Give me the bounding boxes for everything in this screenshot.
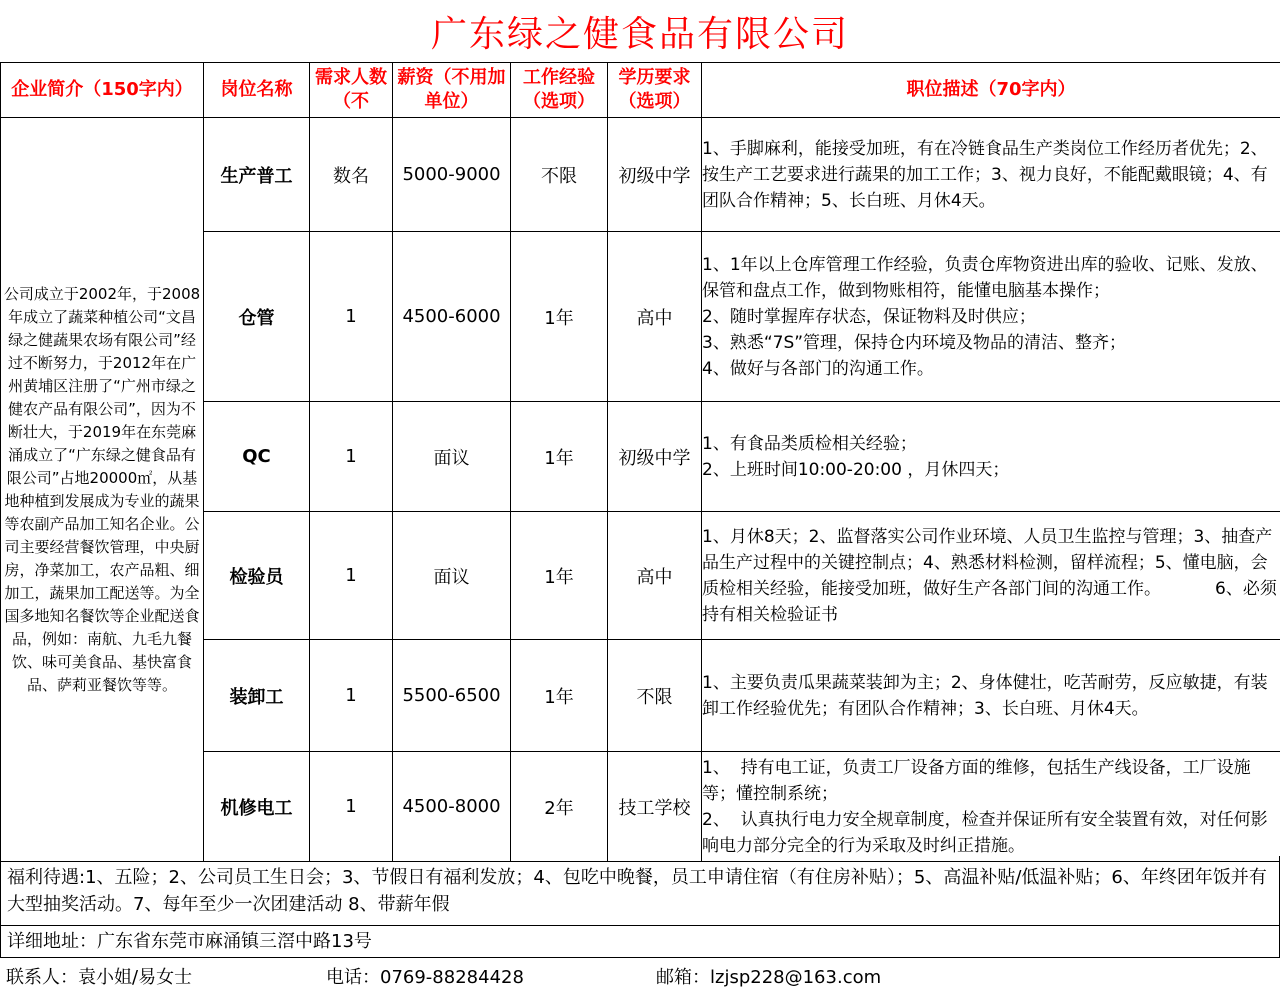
header-experience: 工作经验（选项） <box>511 63 608 118</box>
count-cell: 1 <box>310 232 393 402</box>
company-intro: 公司成立于2002年，于2008年成立了蔬菜种植公司“文昌绿之健蔬果农场有限公司”经过不断努力，于2012年在广州黄埔区注册了“广州市绿之健农产品有限公司”，因为不断壮大，于2019年在东莞麻涌成立了“广东绿之健食品有限公司”占地20000㎡，从基地种植到发展成为专业的蔬果等农副产品加工知名企业。公司主要经营餐饮管理，中央厨房，净菜加工，农产品粗、细加工，蔬果加工配送等。为全国多地知名餐饮等企业配送食品，例如：南航、九毛九餐饮、味可美食品、基快富食品、萨莉亚餐饮等等。 <box>1 118 204 862</box>
experience-cell: 不限 <box>511 118 608 232</box>
position-cell: 检验员 <box>204 512 310 640</box>
header-description: 职位描述（70字内） <box>702 63 1280 118</box>
position-cell: QC <box>204 402 310 512</box>
education-cell: 技工学校 <box>608 752 702 862</box>
description-line: 4、做好与各部门的沟通工作。 <box>702 358 934 379</box>
experience-cell: 1年 <box>511 232 608 402</box>
description-cell <box>702 118 1280 232</box>
count-cell: 1 <box>310 512 393 640</box>
description-line: 2、随时掌握库存状态，保证物料及时供应； <box>702 306 1036 327</box>
description-line: 1、 持有电工证，负责工厂设备方面的维修，包括生产线设备，工厂设施等；懂控制系统； <box>702 757 1251 804</box>
contact-person: 联系人：袁小姐/易女士 <box>6 967 193 988</box>
experience-cell: 1年 <box>511 402 608 512</box>
description-line: 1、1年以上仓库管理工作经验，负责仓库物资进出库的验收、记账、发放、保管和盘点工作，做到物账相符，能懂电脑基本操作； <box>702 254 1268 301</box>
count-cell: 1 <box>310 752 393 862</box>
contact-info <box>0 958 1280 998</box>
description-line: 1、主要负责瓜果蔬菜装卸为主；2、身体健壮，吃苦耐劳，反应敏捷，有装卸工作经验优先；有团队合作精神；3、长白班、月休4天。 <box>702 672 1268 719</box>
company-title: 广东绿之健食品有限公司 <box>430 13 849 55</box>
contact-phone: 电话：0769-88284428 <box>326 967 524 988</box>
salary-cell: 面议 <box>393 512 511 640</box>
salary-cell: 4500-6000 <box>393 232 511 402</box>
education-cell: 高中 <box>608 232 702 402</box>
description-line: 1、月休8天；2、监督落实公司作业环境、人员卫生监控与管理；3、抽查产品生产过程中的关键控制点；4、熟悉材料检测，留样流程；5、懂电脑，会质检相关经验，能接受加班，做好生产各部门间的沟通工作。 6、必须持有相关检验证书 <box>702 526 1277 625</box>
education-cell: 初级中学 <box>608 118 702 232</box>
experience-cell: 1年 <box>511 640 608 752</box>
jobs-table <box>0 62 1280 862</box>
description-cell <box>702 752 1280 862</box>
description-line: 2、上班时间10:00-20:00 ，月休四天； <box>702 459 1010 480</box>
count-cell: 1 <box>310 640 393 752</box>
count-cell: 1 <box>310 402 393 512</box>
position-cell: 生产普工 <box>204 118 310 232</box>
description-cell <box>702 640 1280 752</box>
salary-cell: 5500-6500 <box>393 640 511 752</box>
experience-cell: 2年 <box>511 752 608 862</box>
salary-cell: 4500-8000 <box>393 752 511 862</box>
position-cell: 仓管 <box>204 232 310 402</box>
position-cell: 机修电工 <box>204 752 310 862</box>
description-line: 1、有食品类质检相关经验； <box>702 433 917 454</box>
benefits: 福利待遇:1、五险；2、公司员工生日会；3、节假日有福利发放；4、包吃中晚餐，员工申请住宿（有住房补贴）；5、高温补贴/低温补贴；6、年终团年饭并有大型抽奖活动。7、每年至少一次团建活动 8、带薪年假 <box>0 856 1280 926</box>
contact-email: 邮箱：lzjsp228@163.com <box>656 967 882 988</box>
education-cell: 高中 <box>608 512 702 640</box>
header-intro: 企业简介（150字内） <box>1 63 204 118</box>
description-cell <box>702 402 1280 512</box>
header-education: 学历要求（选项） <box>608 63 702 118</box>
position-cell: 装卸工 <box>204 640 310 752</box>
address: 详细地址：广东省东莞市麻涌镇三滘中路13号 <box>0 926 1280 958</box>
header-salary: 薪资（不用加单位） <box>393 63 511 118</box>
salary-cell: 5000-9000 <box>393 118 511 232</box>
description-line: 2、 认真执行电力安全规章制度，检查并保证所有安全装置有效，对任何影响电力部分完全的行为采取及时纠正措施。 <box>702 809 1268 856</box>
description-cell <box>702 512 1280 640</box>
header-position: 岗位名称 <box>204 63 310 118</box>
experience-cell: 1年 <box>511 512 608 640</box>
table-row <box>1 118 1280 232</box>
table-header-row <box>1 63 1280 118</box>
description-line: 3、熟悉“7S”管理，保持仓内环境及物品的清洁、整齐； <box>702 332 1127 353</box>
header-count: 需求人数（不 <box>310 63 393 118</box>
description-line: 1、手脚麻利，能接受加班，有在冷链食品生产类岗位工作经历者优先；2、按生产工艺要求进行蔬果的加工工作；3、视力良好，不能配戴眼镜；4、有团队合作精神；5、长白班、月休4天。 <box>702 138 1268 211</box>
education-cell: 初级中学 <box>608 402 702 512</box>
count-cell: 数名 <box>310 118 393 232</box>
education-cell: 不限 <box>608 640 702 752</box>
description-cell <box>702 232 1280 402</box>
salary-cell: 面议 <box>393 402 511 512</box>
